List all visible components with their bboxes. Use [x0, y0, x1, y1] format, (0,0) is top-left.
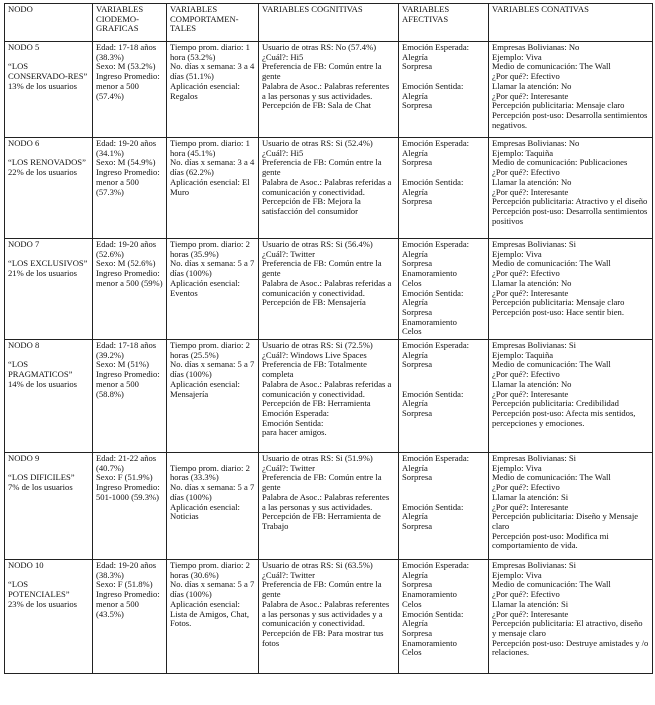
- cell-line: Percepción publicitaria: Diseño y Mensaje claro: [492, 511, 639, 531]
- cell-conativas: [489, 560, 653, 674]
- cell-line: ¿Por qué?: Interesante: [492, 608, 569, 619]
- cell-line: Tiempo prom. diario: 1 hora (53.2%): [170, 42, 250, 62]
- cell-line: Sorpresa: [402, 359, 433, 370]
- cell-line: Sorpresa: [402, 407, 433, 418]
- cell-line: Emoción Sentida:: [402, 80, 464, 91]
- cell-line: Percepción de FB: Para mostrar tus fotos: [262, 627, 384, 648]
- cell-line: NODO 5: [8, 42, 40, 52]
- cell-line: ¿Cuál?: Twitter: [262, 569, 315, 580]
- cell-line: Sexo: M (54.9%): [96, 157, 156, 168]
- cell-line: Sorpresa: [402, 157, 433, 168]
- cell-line: Sexo: M (53.2%): [96, 61, 156, 72]
- cell-demograficas: [93, 239, 167, 340]
- cell-conativas: [489, 453, 653, 560]
- cell-line: Emoción Sentida:: [402, 287, 464, 298]
- cell-line: Ingreso Promedio: menor a 500 (58.8%): [96, 369, 160, 399]
- cell-line: Medio de comunicación: Publicaciones: [492, 157, 628, 168]
- table-body: [5, 42, 653, 674]
- cell-cognitivas: [259, 138, 399, 239]
- cell-line: “LOS DIFICILES”: [8, 472, 75, 483]
- cell-line: Enamoramiento: [402, 316, 457, 327]
- cell-line: Preferencia de FB: Común entre la gente: [262, 157, 382, 178]
- cell-line: “LOS POTENCIALES”: [8, 579, 70, 600]
- cell-line: Alegría: [402, 349, 428, 360]
- cell-nodo: [5, 239, 93, 340]
- cell-line: Percepción publicitaria: Mensaje claro: [492, 100, 625, 111]
- cell-line: Tiempo prom. diario: 1 hora (45.1%): [170, 138, 250, 158]
- cell-line: Celos: [402, 277, 422, 288]
- cell-conativas: [489, 239, 653, 340]
- cell-line: Preferencia de FB: Totalmente completa: [262, 359, 367, 380]
- cell-line: Preferencia de FB: Común entre la gente: [262, 472, 382, 493]
- cell-line: 13% de los usuarios: [8, 80, 77, 91]
- cell-line: Sorpresa: [402, 306, 433, 317]
- cell-line: Ejemplo: Taquiña: [492, 147, 554, 158]
- cell-line: Alegría: [402, 147, 428, 158]
- cell-line: Aplicación esencial: El Muro: [170, 176, 250, 197]
- cell-line: 23% de los usuarios: [8, 598, 77, 609]
- cell-line: 7% de los usuarios: [8, 482, 73, 493]
- cell-line: Ingreso Promedio: menor a 500 (43.5%): [96, 589, 160, 619]
- cell-line: Sexo: F (51.8%): [96, 579, 153, 590]
- cell-line: NODO 6: [8, 138, 40, 148]
- cell-line: Enamoramiento: [402, 268, 457, 279]
- cell-demograficas: [93, 340, 167, 453]
- cell-line: Percepción post-uso: Desarrolla sentimientos negativos.: [492, 109, 648, 130]
- cell-line: ¿Por qué?: Efectivo: [492, 369, 560, 380]
- cell-line: Preferencia de FB: Común entre la gente: [262, 258, 382, 279]
- cell-spacer: [402, 483, 485, 493]
- cell-line: Edad: 21-22 años (40.7%): [96, 453, 157, 473]
- table-row: [5, 138, 653, 239]
- cell-line: 22% de los usuarios: [8, 167, 77, 178]
- cell-line: Sorpresa: [402, 196, 433, 207]
- cell-line: Palabra de Asoc.: Palabras referentes a las personas y sus actividades y a comunicación y conectividad.: [262, 598, 390, 629]
- cell-line: Alegría: [402, 398, 428, 409]
- cell-line: Sexo: F (51.9%): [96, 472, 153, 483]
- cell-nodo: [5, 453, 93, 560]
- cell-line: Percepción post-uso: Destruye amistades y /o relaciones.: [492, 637, 649, 658]
- cell-line: Alegría: [402, 511, 428, 522]
- cell-line: Alegría: [402, 569, 428, 580]
- cell-line: Tiempo prom. diario: 2 horas (25.5%): [170, 340, 250, 360]
- cell-line: Medio de comunicación: The Wall: [492, 61, 611, 72]
- cell-line: Alegría: [402, 90, 428, 101]
- table-row: [5, 42, 653, 138]
- cell-line: Emoción Sentida:: [402, 176, 464, 187]
- cell-line: ¿Por qué?: Efectivo: [492, 589, 560, 600]
- cell-line: Emoción Sentida:: [402, 388, 464, 399]
- cell-line: Percepción post-uso: Modifica mi comportamiento de vida.: [492, 530, 609, 551]
- cell-line: Sorpresa: [402, 579, 433, 590]
- cell-line: Ingreso Promedio: menor a 500 (59%): [96, 268, 163, 288]
- cell-line: Ejemplo: Viva: [492, 569, 542, 580]
- cell-line: NODO 10: [8, 560, 44, 571]
- cell-line: Percepción publicitaria: Atractivo y el diseño: [492, 196, 648, 207]
- cell-line: Alegría: [402, 248, 428, 259]
- cell-line: Emoción Sentida:: [262, 417, 324, 428]
- header-conativas: VARIABLES CONATIVAS: [489, 4, 653, 42]
- cell-spacer: [402, 370, 485, 380]
- header-cognitivas: VARIABLES COGNITIVAS: [259, 4, 399, 42]
- cell-line: Percepción publicitaria: El atractivo, diseño y mensaje claro: [492, 618, 643, 638]
- cell-line: Edad: 19-20 años (52.6%): [96, 239, 157, 259]
- cell-afectivas: [399, 42, 489, 138]
- cell-line: Emoción Esperada:: [402, 560, 470, 571]
- cell-afectivas: [399, 340, 489, 453]
- cell-line: ¿Cuál?: Windows Live Spaces: [262, 349, 367, 360]
- cell-line: Empresas Bolivianas: Si: [492, 239, 577, 249]
- cell-line: No. días x semana: 5 a 7 días (100%): [170, 359, 255, 380]
- cell-line: Usuario de otras RS: Si (72.5%): [262, 340, 373, 351]
- cell-line: Llamar la atención: No: [492, 80, 572, 91]
- cell-nodo: [5, 560, 93, 674]
- cell-cognitivas: [259, 42, 399, 138]
- cell-line: ¿Por qué?: Interesante: [492, 90, 569, 101]
- cell-line: Alegría: [402, 186, 428, 197]
- cell-line: Ejemplo: Viva: [492, 248, 542, 259]
- cell-conativas: [489, 42, 653, 138]
- cell-line: Medio de comunicación: The Wall: [492, 258, 611, 269]
- cell-line: Percepción publicitaria: Mensaje claro: [492, 297, 625, 308]
- cell-line: Sorpresa: [402, 61, 433, 72]
- cell-line: Ingreso Promedio: menor a 500 (57.4%): [96, 71, 160, 101]
- cell-line: Aplicación esencial: Lista de Amigos, Chat, Fotos.: [170, 598, 250, 629]
- cell-line: Palabra de Asoc.: Palabras referidas a comunicación y conectividad.: [262, 277, 392, 298]
- cell-line: ¿Cuál?: Twitter: [262, 248, 315, 259]
- cell-line: ¿Por qué?: Efectivo: [492, 167, 560, 178]
- cell-line: NODO 7: [8, 239, 40, 249]
- table-row: [5, 560, 653, 674]
- cell-line: Palabra de Asoc.: Palabras referentes a las personas y sus actividades.: [262, 80, 390, 101]
- cell-line: Preferencia de FB: Común entre la gente: [262, 61, 382, 82]
- cell-line: Percepción de FB: Mensajería: [262, 297, 366, 308]
- cell-line: 14% de los usuarios: [8, 378, 77, 389]
- cell-comportamentales: [167, 560, 259, 674]
- cell-line: Usuario de otras RS: Si (51.9%): [262, 453, 373, 464]
- cell-line: Emoción Esperada:: [402, 453, 470, 464]
- cell-line: NODO 9: [8, 453, 40, 464]
- cell-line: No. días x semana: 5 a 7 días (100%): [170, 482, 255, 502]
- cell-line: ¿Por qué?: Interesante: [492, 186, 569, 197]
- header-demograficas: VARIABLES CIODEMO-GRAFICAS: [93, 4, 167, 42]
- cell-line: Edad: 17-18 años (38.3%): [96, 42, 157, 62]
- cell-conativas: [489, 340, 653, 453]
- cell-line: Emoción Esperada:: [402, 138, 470, 148]
- cell-line: 21% de los usuarios: [8, 268, 77, 279]
- cell-line: ¿Por qué?: Interesante: [492, 388, 569, 399]
- cell-line: Percepción de FB: Sala de Chat: [262, 100, 372, 111]
- cell-line: ¿Por qué?: Efectivo: [492, 482, 560, 493]
- cell-line: Medio de comunicación: The Wall: [492, 359, 611, 370]
- cell-afectivas: [399, 453, 489, 560]
- cell-line: Sorpresa: [402, 258, 433, 269]
- cell-nodo: [5, 340, 93, 453]
- cell-demograficas: [93, 42, 167, 138]
- cell-line: Medio de comunicación: The Wall: [492, 579, 611, 590]
- cell-line: Edad: 17-18 años (39.2%): [96, 340, 157, 360]
- cell-line: No. días x semana: 3 a 4 días (62.2%): [170, 157, 255, 178]
- cell-line: Emoción Sentida:: [402, 608, 464, 619]
- cell-line: ¿Por qué?: Interesante: [492, 501, 569, 512]
- cell-cognitivas: [259, 560, 399, 674]
- cell-line: Alegría: [402, 462, 428, 473]
- cell-line: Ejemplo: Taquiña: [492, 349, 554, 360]
- cell-line: Sorpresa: [402, 627, 433, 638]
- cell-comportamentales: [167, 340, 259, 453]
- cell-line: “LOS RENOVADOS”: [8, 157, 86, 168]
- cell-afectivas: [399, 239, 489, 340]
- cell-line: Ejemplo: Viva: [492, 462, 542, 473]
- cell-line: Empresas Bolivianas: Si: [492, 453, 577, 464]
- cell-line: Edad: 19-20 años (38.3%): [96, 560, 157, 580]
- cell-afectivas: [399, 138, 489, 239]
- header-comportamentales: VARIABLES COMPORTAMEN-TALES: [167, 4, 259, 42]
- cell-comportamentales: [167, 453, 259, 560]
- cell-line: Medio de comunicación: The Wall: [492, 472, 611, 483]
- cell-cognitivas: [259, 453, 399, 560]
- cell-line: Percepción de FB: Herramienta de Trabajo: [262, 511, 381, 531]
- cell-line: “LOS PRAGMATICOS”: [8, 359, 73, 380]
- cell-line: Alegría: [402, 618, 428, 629]
- cell-line: Sorpresa: [402, 100, 433, 111]
- cell-line: “LOS EXCLUSIVOS”: [8, 258, 88, 269]
- cell-line: Empresas Bolivianas: Si: [492, 340, 577, 351]
- cell-nodo: [5, 42, 93, 138]
- cell-line: Percepción de FB: Mejora la satisfacción del consumidor: [262, 196, 361, 216]
- cell-line: Usuario de otras RS: Si (52.4%): [262, 138, 373, 148]
- cell-line: Sexo: M (52.6%): [96, 258, 156, 269]
- cell-line: Enamoramiento: [402, 637, 457, 648]
- cell-line: Aplicación esencial: Noticias: [170, 501, 240, 522]
- cell-cognitivas: [259, 239, 399, 340]
- cell-line: ¿Por qué?: Efectivo: [492, 268, 560, 279]
- cell-line: Llamar la atención: No: [492, 176, 572, 187]
- cell-line: Preferencia de FB: Común entre la gente: [262, 579, 382, 600]
- cell-line: Edad: 19-20 años (34.1%): [96, 138, 157, 158]
- cell-line: Emoción Esperada:: [402, 340, 470, 351]
- cell-line: Ejemplo: Viva: [492, 51, 542, 62]
- cell-line: Ingreso Promedio: 501-1000 (59.3%): [96, 482, 160, 502]
- cell-line: Percepción post-uso: Desarrolla sentimientos positivos: [492, 205, 648, 226]
- cell-line: Emoción Esperada:: [402, 42, 470, 52]
- cell-line: Llamar la atención: Si: [492, 598, 569, 609]
- cell-line: Celos: [402, 598, 422, 609]
- cell-line: Usuario de otras RS: Si (56.4%): [262, 239, 373, 249]
- cell-line: Aplicación esencial: Regalos: [170, 80, 240, 101]
- cell-line: Usuario de otras RS: No (57.4%): [262, 42, 377, 52]
- cell-line: No. días x semana: 5 a 7 días (100%): [170, 579, 255, 600]
- cell-line: Empresas Bolivianas: No: [492, 42, 580, 52]
- cell-line: No. días x semana: 5 a 7 días (100%): [170, 258, 255, 279]
- cell-line: Palabra de Asoc.: Palabras referentes a las personas y sus actividades.: [262, 491, 390, 512]
- cell-demograficas: [93, 453, 167, 560]
- cell-line: Emoción Sentida:: [402, 501, 464, 512]
- cell-line: Percepción post-uso: Afecta mis sentidos, percepciones y emociones.: [492, 407, 636, 428]
- cell-line: Tiempo prom. diario: 2 horas (35.9%): [170, 239, 250, 259]
- cell-line: Usuario de otras RS: Si (63.5%): [262, 560, 373, 571]
- cell-line: Palabra de Asoc.: Palabras referidas a comunicación y conectividad.: [262, 176, 392, 197]
- cell-line: Empresas Bolivianas: Si: [492, 560, 577, 571]
- cell-line: Celos: [402, 647, 422, 658]
- cell-conativas: [489, 138, 653, 239]
- header-row: [5, 4, 653, 42]
- header-nodo: NODO: [5, 4, 93, 42]
- table-row: [5, 453, 653, 560]
- cell-line: ¿Cuál?: Twitter: [262, 462, 315, 473]
- cell-comportamentales: [167, 239, 259, 340]
- cell-line: Celos: [402, 326, 422, 337]
- cell-line: Alegría: [402, 297, 428, 308]
- header-afectivas: VARIABLES AFECTIVAS: [399, 4, 489, 42]
- cell-line: Tiempo prom. diario: 2 horas (30.6%): [170, 560, 250, 580]
- cell-line: Sexo: M (51%): [96, 359, 149, 370]
- cell-line: Palabra de Asoc.: Palabras referidas a comunicación y conectividad.: [262, 378, 392, 399]
- cell-line: Sorpresa: [402, 472, 433, 483]
- cell-line: Percepción publicitaria: Credibilidad: [492, 398, 619, 409]
- cell-line: Llamar la atención: No: [492, 378, 572, 389]
- cell-line: Emoción Esperada:: [262, 407, 330, 418]
- cell-line: Empresas Bolivianas: No: [492, 138, 580, 148]
- table-row: [5, 239, 653, 340]
- cell-nodo: [5, 138, 93, 239]
- cell-line: ¿Cuál?: Hi5: [262, 51, 304, 62]
- cell-cognitivas: [259, 340, 399, 453]
- cell-line: ¿Por qué?: Interesante: [492, 287, 569, 298]
- segmentation-table: [4, 3, 653, 674]
- cell-comportamentales: [167, 42, 259, 138]
- cell-line: Llamar la atención: Si: [492, 491, 569, 502]
- cell-line: Percepción post-uso: Hace sentir bien.: [492, 306, 624, 317]
- cell-line: Ingreso Promedio: menor a 500 (57.3%): [96, 167, 160, 197]
- cell-line: ¿Cuál?: Hi5: [262, 147, 304, 158]
- cell-line: “LOS CONSERVADO-RES”: [8, 61, 88, 82]
- cell-line: NODO 8: [8, 340, 40, 351]
- cell-line: Aplicación esencial: Mensajería: [170, 378, 240, 399]
- cell-line: ¿Por qué?: Efectivo: [492, 71, 560, 82]
- cell-line: Llamar la atención: No: [492, 277, 572, 288]
- cell-demograficas: [93, 560, 167, 674]
- cell-line: Enamoramiento: [402, 589, 457, 600]
- cell-comportamentales: [167, 138, 259, 239]
- cell-line: Sorpresa: [402, 520, 433, 531]
- cell-line: Tiempo prom. diario: 2 horas (33.3%): [170, 462, 250, 483]
- cell-line: No. días x semana: 3 a 4 días (51.1%): [170, 61, 255, 82]
- cell-demograficas: [93, 138, 167, 239]
- table-row: [5, 340, 653, 453]
- cell-line: para hacer amigos.: [262, 427, 327, 438]
- cell-line: Alegría: [402, 51, 428, 62]
- cell-afectivas: [399, 560, 489, 674]
- cell-line: Aplicación esencial: Eventos: [170, 277, 240, 298]
- cell-line: Emoción Esperada:: [402, 239, 470, 249]
- cell-line: Percepción de FB: Herramienta: [262, 398, 371, 409]
